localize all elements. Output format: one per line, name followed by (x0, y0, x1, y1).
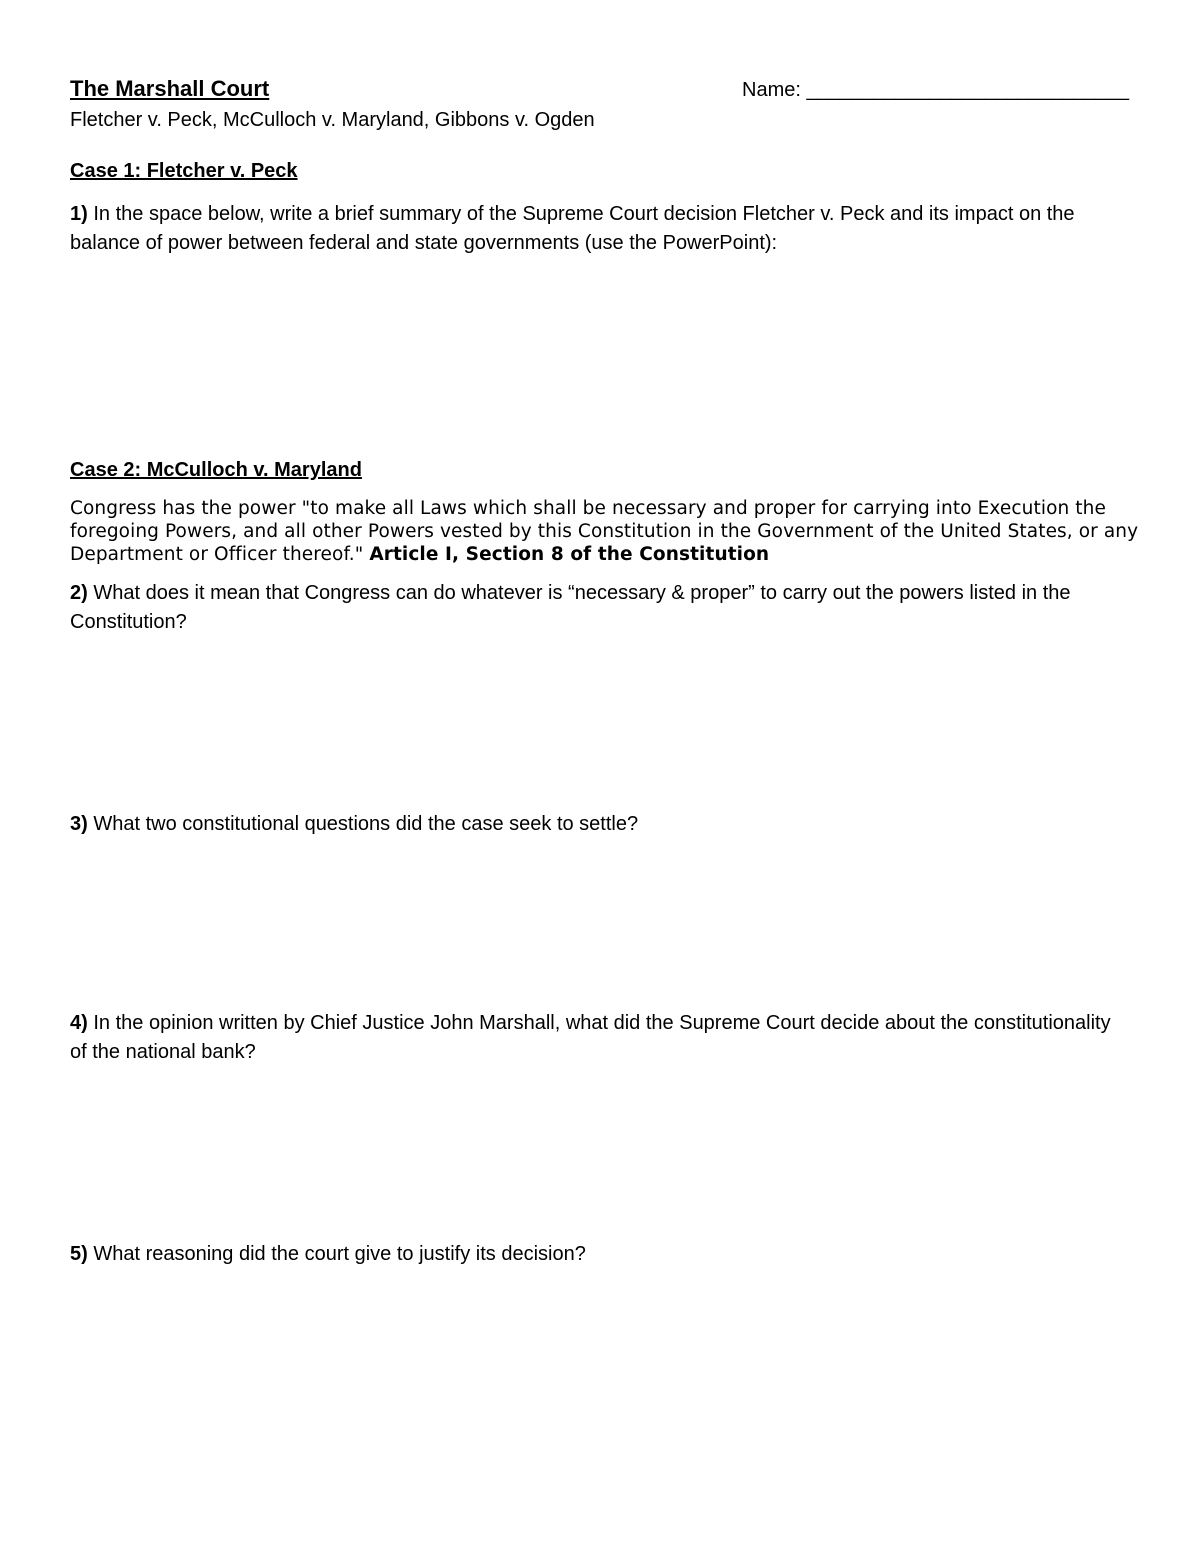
question-3 (70, 810, 1130, 839)
question-4-text: In the opinion written by Chief Justice John Marshall, what did the Supreme Court decide about the constitutionality of the national bank? (70, 1012, 1111, 1063)
question-4 (70, 1009, 1130, 1067)
name-field-label: Name: _____________________________ (742, 79, 1130, 101)
question-2 (70, 579, 1130, 637)
question-4-number: 4) (70, 1012, 88, 1034)
question-2-text: What does it mean that Congress can do whatever is “necessary & proper” to carry out the powers listed in the Constitution? (70, 582, 1071, 633)
page-subtitle: Fletcher v. Peck, McCulloch v. Maryland, Gibbons v. Ogden (70, 109, 595, 131)
question-5-number: 5) (70, 1243, 88, 1265)
constitution-quote-citation: Article I, Section 8 of the Constitution (369, 544, 770, 565)
question-3-number: 3) (70, 813, 88, 835)
question-1-text: In the space below, write a brief summary of the Supreme Court decision Fletcher v. Peck and its impact on the balance of power between federal and state governments (use the PowerPoint): (70, 203, 1075, 254)
case-1-heading: Case 1: Fletcher v. Peck (70, 160, 298, 182)
question-3-text: What two constitutional questions did the case seek to settle? (87, 813, 639, 835)
question-5 (70, 1240, 1130, 1269)
page-title: The Marshall Court (70, 76, 270, 101)
question-1 (70, 200, 1130, 258)
question-1-number: 1) (70, 203, 88, 225)
case-2-heading: Case 2: McCulloch v. Maryland (70, 459, 362, 481)
constitution-quote (70, 497, 1140, 566)
constitution-quote-text: Congress has the power "to make all Laws which shall be necessary and proper for carrying into Execution the foregoing Powers, and all other Powers vested by this Constitution in the Government of the United States, or any Department or Officer thereof." (70, 498, 1139, 565)
question-5-text: What reasoning did the court give to justify its decision? (87, 1243, 586, 1265)
question-2-number: 2) (70, 582, 88, 604)
